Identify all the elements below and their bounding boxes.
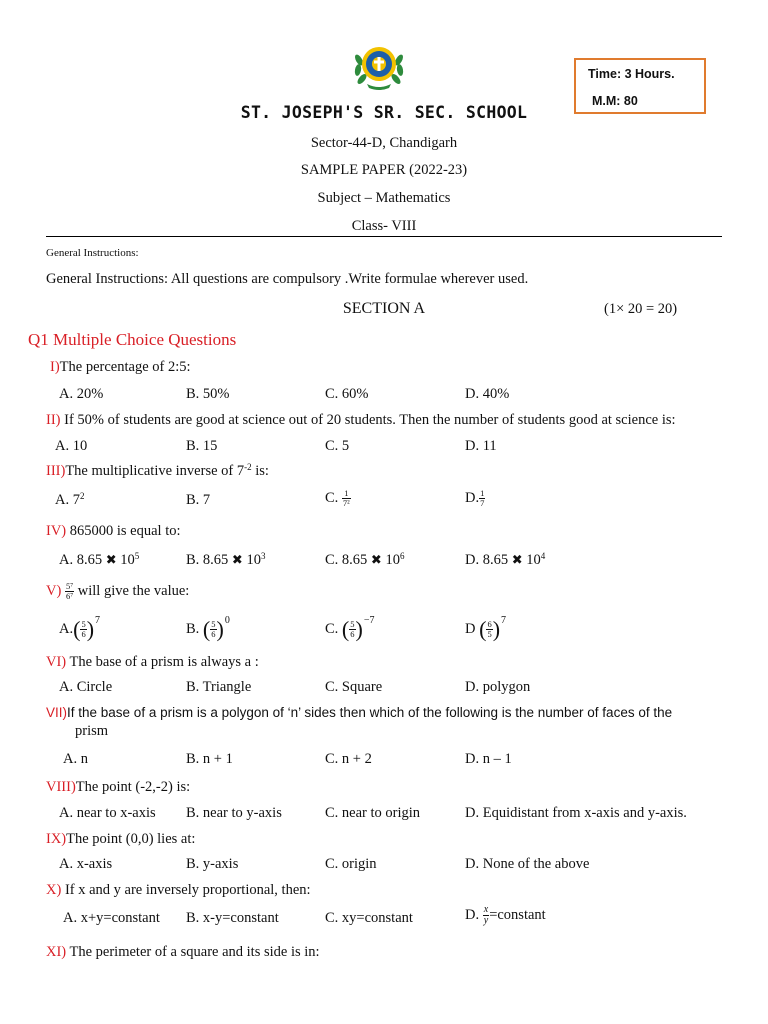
question-1: I)The percentage of 2:5: xyxy=(50,359,191,375)
q5-option-d: D ( $\frac{6}{5}$ )$^7$ xyxy=(465,615,507,642)
q3-option-d: D. $\frac{1}{7}$ xyxy=(465,488,485,509)
time-label: Time: 3 Hours. xyxy=(588,67,675,81)
q5-option-a: A.( $\frac{5}{6}$ )$^7$ xyxy=(59,615,101,642)
instructions-heading: General Instructions: xyxy=(46,247,139,259)
q1-option-a: A. 20% xyxy=(59,386,104,402)
q8-option-c: C. near to origin xyxy=(325,805,421,821)
q3-option-c: C. $\frac{1}{\text{7²}}$ xyxy=(325,488,350,509)
fraction: $\frac{5}{6}$ xyxy=(211,619,216,640)
q8-option-b: B. near to y-axis xyxy=(186,805,282,821)
mcq-heading: Q1 Multiple Choice Questions xyxy=(28,330,237,349)
q2-option-d: D. 11 xyxy=(465,438,497,454)
school-logo xyxy=(353,40,405,92)
q10-option-c: C. xy=constant xyxy=(325,910,413,926)
q7-option-a: A. n xyxy=(63,751,88,767)
fraction: $\frac{1}{\text{7²}}$ xyxy=(342,488,350,509)
section-marks: (1× 20 = 20) xyxy=(604,301,678,317)
q9-option-b: B. y-axis xyxy=(186,856,239,872)
q2-option-a: A. 10 xyxy=(55,438,88,454)
q5-option-b: B. ( $\frac{5}{6}$ )$^0$ xyxy=(186,615,230,642)
paper-title: SAMPLE PAPER (2022-23) xyxy=(300,162,468,178)
fraction: $\frac{5}{6}$ xyxy=(350,619,355,640)
q9-option-a: A. x-axis xyxy=(59,856,113,872)
question-6: VI) The base of a prism is always a : xyxy=(46,654,259,670)
fraction: $\frac{x}{y}$ xyxy=(483,904,489,926)
question-7-cont: prism xyxy=(75,723,109,739)
q8-option-d: D. Equidistant from x-axis and y-axis. xyxy=(465,805,687,821)
q7-option-d: D. n – 1 xyxy=(465,751,512,767)
question-8: VIII)The point (-2,-2) is: xyxy=(46,779,191,795)
question-2: II) If 50% of students are good at science out of 20 students. Then the number of students good at science is: xyxy=(46,412,676,428)
fraction: $\frac{6}{5}$ xyxy=(487,619,492,640)
multiply-icon: ✖ xyxy=(231,553,243,568)
question-9: IX)The point (0,0) lies at: xyxy=(46,831,196,847)
header-divider xyxy=(46,236,722,237)
q2-option-c: C. 5 xyxy=(325,438,350,454)
q8-option-a: A. near to x-axis xyxy=(59,805,156,821)
fraction: $\frac{5}{6}$ xyxy=(81,619,86,640)
q10-option-d: D. $\frac{x}{y}$ =constant xyxy=(465,904,546,926)
q6-option-b: B. Triangle xyxy=(186,679,252,695)
question-3: III)The multiplicative inverse of $7^{-2}$ is: xyxy=(46,462,269,479)
question-11: XI) The perimeter of a square and its side is in: xyxy=(46,944,320,960)
question-7: VII)If the base of a prism is a polygon of ‘n’ sides then which of the following is the number of faces of the xyxy=(46,705,673,720)
question-4: IV) 865000 is equal to: xyxy=(46,523,181,539)
q10-option-a: A. x+y=constant xyxy=(63,910,160,926)
multiply-icon: ✖ xyxy=(370,553,382,568)
max-marks-label: M.M: 80 xyxy=(592,94,638,108)
q4-option-c: C. 8.65 ✖ $10^6$ xyxy=(325,551,405,568)
q1-option-d: D. 40% xyxy=(465,386,510,402)
multiply-icon: ✖ xyxy=(105,553,117,568)
instructions-text: General Instructions: All questions are compulsory .Write formulae wherever used. xyxy=(46,271,529,287)
class-line: Class- VIII xyxy=(351,218,417,234)
school-name: ST. JOSEPH'S SR. SEC. SCHOOL xyxy=(240,103,528,122)
q4-option-b: B. 8.65 ✖ $10^3$ xyxy=(186,551,266,568)
q3-option-b: B. 7 xyxy=(186,492,211,508)
q4-option-d: D. 8.65 ✖ $10^4$ xyxy=(465,551,546,568)
fraction: $\frac{\text{5⁷}}{\text{6⁷}}$ xyxy=(65,581,74,602)
q5-option-c: C. ( $\frac{5}{6}$ )$^{-7}$ xyxy=(325,615,375,642)
multiply-icon: ✖ xyxy=(511,553,523,568)
question-5: V) $\frac{\text{5⁷}}{\text{6⁷}}$ will give the value: xyxy=(46,581,190,602)
q6-option-d: D. polygon xyxy=(465,679,531,695)
q10-option-b: B. x-y=constant xyxy=(186,910,279,926)
subject-line: Subject – Mathematics xyxy=(317,190,451,206)
q1-option-c: C. 60% xyxy=(325,386,369,402)
section-title: SECTION A xyxy=(342,300,426,317)
q1-option-b: B. 50% xyxy=(186,386,230,402)
q3-option-a: A. $7^2$ xyxy=(55,491,85,508)
q9-option-d: D. None of the above xyxy=(465,856,590,872)
question-10: X) If x and y are inversely proportional, then: xyxy=(46,882,311,898)
school-crest-icon xyxy=(353,40,405,92)
q7-option-c: C. n + 2 xyxy=(325,751,372,767)
fraction: $\frac{1}{7}$ xyxy=(480,488,485,509)
q9-option-c: C. origin xyxy=(325,856,377,872)
q4-option-a: A. 8.65 ✖ $10^5$ xyxy=(59,551,140,568)
q6-option-a: A. Circle xyxy=(59,679,113,695)
q2-option-b: B. 15 xyxy=(186,438,218,454)
q7-option-b: B. n + 1 xyxy=(186,751,233,767)
q6-option-c: C. Square xyxy=(325,679,383,695)
school-address: Sector-44-D, Chandigarh xyxy=(310,135,458,151)
